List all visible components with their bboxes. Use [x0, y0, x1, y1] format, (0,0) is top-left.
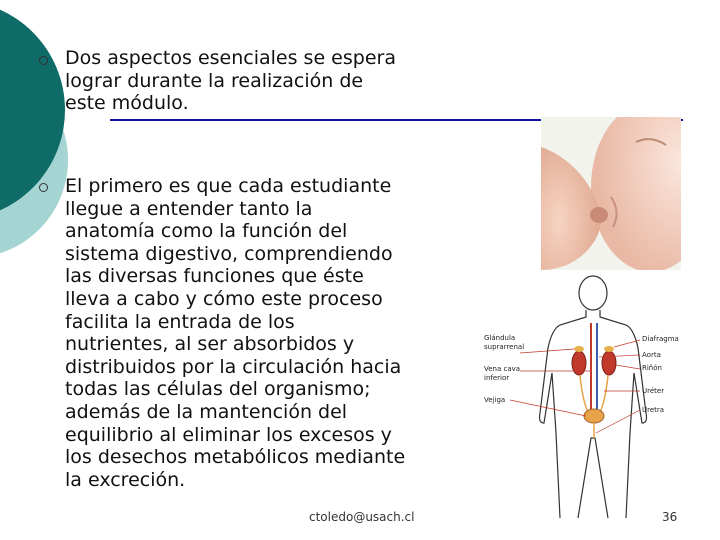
- bullet-marker-1: [39, 56, 48, 65]
- urinary-system-diagram: [478, 273, 690, 523]
- label-glandula: Glándula: [484, 334, 516, 342]
- page-number: 36: [662, 510, 678, 524]
- label-diafragma: Diafragma: [642, 335, 679, 343]
- footer-email: ctoledo@usach.cl: [309, 510, 415, 524]
- bullet-text-1: Dos aspectos esenciales se espera lograr durante la realización de este módulo.: [65, 47, 396, 115]
- label-ureter: Uréter: [642, 387, 665, 395]
- bullet-marker-2: [39, 183, 48, 192]
- label-uretra: Uretra: [642, 406, 665, 414]
- label-rinon: Riñón: [642, 364, 662, 372]
- label-inferior: inferior: [484, 374, 510, 382]
- label-vena-cava: Vena cava: [484, 365, 521, 373]
- label-vejiga: Vejiga: [484, 396, 506, 404]
- label-aorta: Aorta: [642, 351, 661, 359]
- baby-breastfeeding-photo: [541, 117, 681, 270]
- label-suprarrenal: suprarrenal: [484, 343, 525, 351]
- bullet-text-2: El primero es que cada estudiante llegue a entender tanto la anatomía como la función del sistema digestivo, comprendiendo las diversas funciones que éste lleva a cabo y cómo este proceso facilita la entrada de los nutrientes, al ser absorbidos y distribuidos por la circulación hacia todas las células del organismo; además de la mantención del equilibrio al eliminar los excesos y los desechos metabólicos mediante la excreción.: [65, 175, 406, 491]
